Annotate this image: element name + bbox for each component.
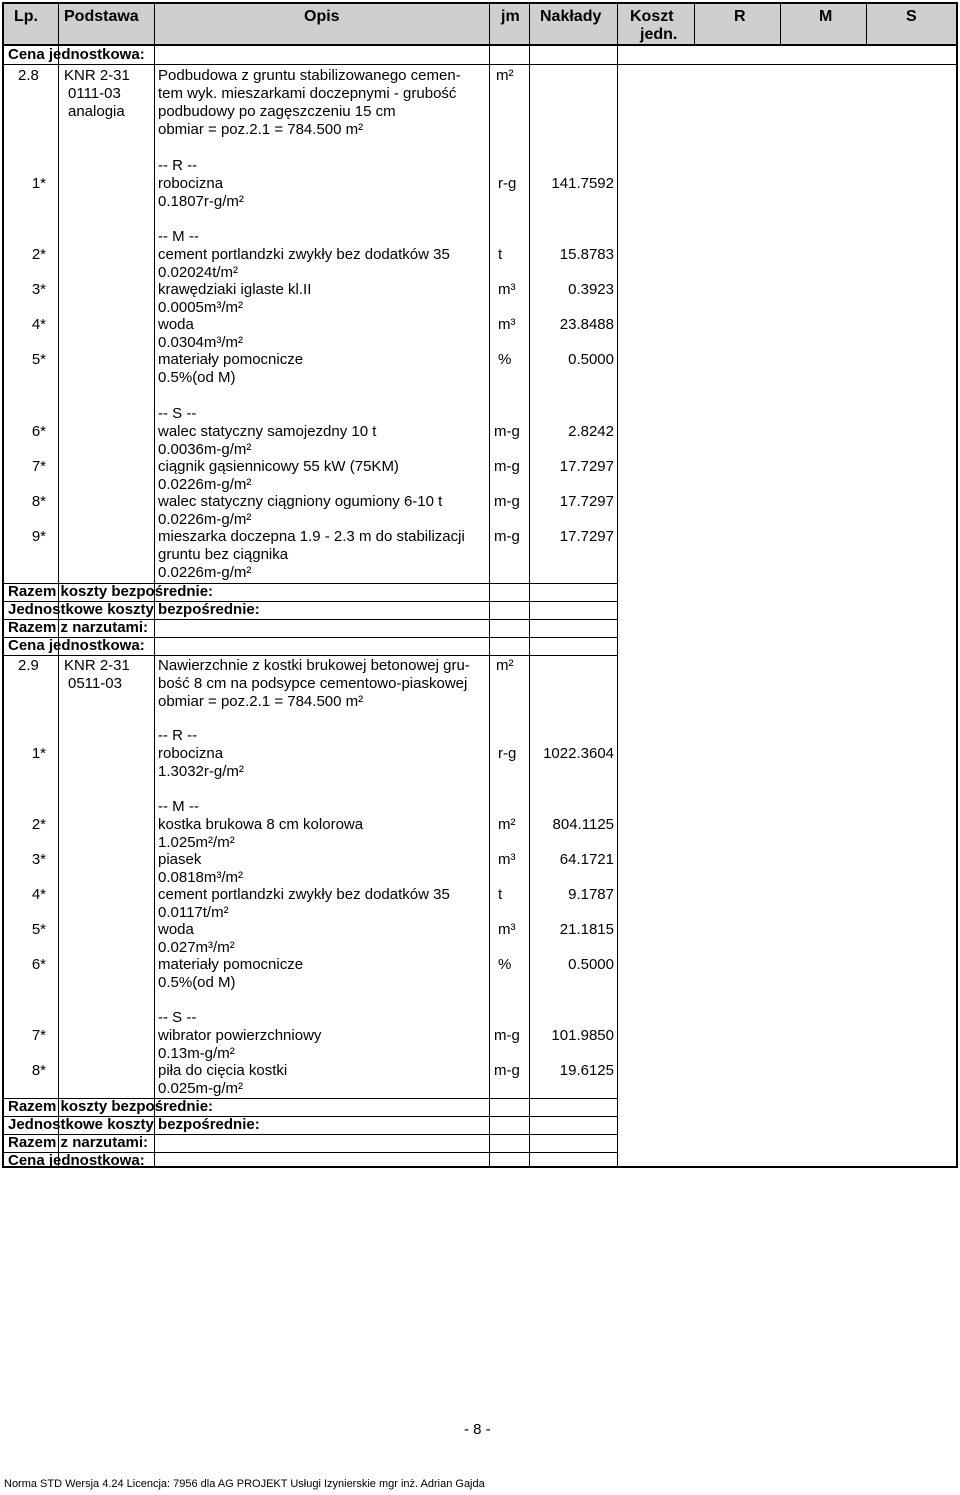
position-description: tem wyk. mieszarkami doczepnymi - grubość: [158, 85, 457, 102]
item-unit: t: [498, 246, 503, 263]
item-lp: 7*: [31, 1027, 46, 1044]
item-quantity: 23.8488: [559, 316, 614, 333]
item-quantity: 101.9850: [551, 1027, 614, 1044]
item-quantity: 2.8242: [568, 423, 614, 440]
jednostkowe-label: Jednostkowe koszty bezpośrednie:: [8, 601, 260, 618]
item-norm: 0.13m-g/m²: [158, 1045, 235, 1062]
item-unit: %: [498, 956, 512, 973]
position-basis: 0511-03: [68, 675, 122, 692]
item-norm: 1.3032r-g/m²: [158, 763, 244, 780]
item-name: woda: [158, 921, 194, 938]
narzutami-label: Razem z narzutami:: [8, 1134, 149, 1151]
item-quantity: 1022.3604: [543, 745, 614, 762]
footer-license: Norma STD Wersja 4.24 Licencja: 7956 dla AG PROJEKT Usługi Izynierskie mgr inż. Adrian Gajda: [4, 1478, 485, 1490]
item-lp: 7*: [31, 458, 46, 475]
item-lp: 1*: [31, 745, 46, 762]
header-naklady: Nakłady: [540, 8, 602, 25]
item-norm: 0.027m³/m²: [158, 939, 235, 956]
item-quantity: 17.7297: [559, 458, 614, 475]
item-lp: 2*: [31, 816, 46, 833]
page-number: - 8 -: [464, 1421, 491, 1438]
position-obmiar: obmiar = poz.2.1 = 784.500 m²: [158, 693, 364, 710]
item-unit: m³: [498, 316, 516, 333]
item-name: robocizna: [158, 175, 224, 192]
item-quantity: 15.8783: [559, 246, 614, 263]
item-lp: 5*: [31, 351, 46, 368]
header-podstawa: Podstawa: [64, 8, 139, 25]
item-lp: 8*: [31, 493, 46, 510]
col-divider: [694, 4, 695, 46]
item-name: robocizna: [158, 745, 224, 762]
item-quantity: 21.1815: [559, 921, 614, 938]
item-norm: 0.5%(od M): [158, 974, 236, 991]
header-koszt: Koszt: [630, 8, 674, 25]
item-norm: 0.0036m-g/m²: [158, 441, 252, 458]
item-name: piasek: [158, 851, 202, 868]
item-quantity: 0.5000: [568, 351, 614, 368]
item-name-cont: gruntu bez ciągnika: [158, 546, 289, 563]
group-r-label: -- R --: [158, 157, 198, 174]
item-lp: 6*: [31, 423, 46, 440]
item-name: walec statyczny samojezdny 10 t: [158, 423, 377, 440]
item-name: wibrator powierzchniowy: [158, 1027, 322, 1044]
group-s-label: -- S --: [158, 1009, 197, 1026]
item-quantity: 804.1125: [552, 816, 614, 833]
item-name: woda: [158, 316, 194, 333]
item-norm: 0.1807r-g/m²: [158, 193, 244, 210]
position-basis: 0111-03: [68, 85, 121, 102]
item-unit: %: [498, 351, 512, 368]
col-divider: [866, 4, 867, 46]
item-unit: m-g: [494, 458, 520, 475]
header-koszt-jedn: jedn.: [640, 26, 678, 43]
item-lp: 5*: [31, 921, 46, 938]
item-unit: m-g: [494, 423, 520, 440]
item-unit: t: [498, 886, 503, 903]
item-norm: 0.0818m³/m²: [158, 869, 244, 886]
position-unit: m²: [496, 657, 514, 674]
item-quantity: 17.7297: [559, 493, 614, 510]
item-name: cement portlandzki zwykły bez dodatków 35: [158, 246, 450, 263]
col-divider: [780, 4, 781, 46]
position-unit: m²: [496, 67, 514, 84]
header-opis: Opis: [304, 8, 340, 25]
header-s: S: [906, 8, 917, 25]
position-description: Nawierzchnie z kostki brukowej betonowej gru-: [158, 657, 470, 674]
row-divider: [4, 655, 617, 656]
item-unit: m³: [498, 921, 516, 938]
header-lp: Lp.: [14, 8, 38, 25]
item-norm: 0.0226m-g/m²: [158, 511, 252, 528]
col-divider: [617, 4, 618, 1166]
position-basis: KNR 2-31: [64, 657, 130, 674]
group-m-label: -- M --: [158, 798, 199, 815]
item-quantity: 0.3923: [568, 281, 614, 298]
item-name: cement portlandzki zwykły bez dodatków 35: [158, 886, 450, 903]
item-quantity: 17.7297: [559, 528, 614, 545]
razem-label: Razem koszty bezpośrednie:: [8, 1098, 214, 1115]
header-jm: jm: [501, 8, 520, 25]
item-unit: r-g: [498, 745, 517, 762]
item-quantity: 0.5000: [568, 956, 614, 973]
item-lp: 9*: [31, 528, 46, 545]
item-quantity: 64.1721: [559, 851, 614, 868]
position-description: Podbudowa z gruntu stabilizowanego cemen-: [158, 67, 461, 84]
item-lp: 6*: [31, 956, 46, 973]
position-lp: 2.9: [18, 657, 39, 674]
item-norm: 0.5%(od M): [158, 369, 236, 386]
cena-label: Cena jednostkowa:: [8, 1152, 145, 1169]
item-lp: 4*: [31, 316, 46, 333]
item-name: krawędziaki iglaste kl.II: [158, 281, 312, 298]
item-norm: 0.0304m³/m²: [158, 334, 244, 351]
item-quantity: 141.7592: [551, 175, 614, 192]
header-r: R: [734, 8, 746, 25]
position-description: podbudowy po zagęszczeniu 15 cm: [158, 103, 396, 120]
item-lp: 8*: [31, 1062, 46, 1079]
item-norm: 0.0226m-g/m²: [158, 476, 252, 493]
item-norm: 1.025m²/m²: [158, 834, 235, 851]
header-m: M: [819, 8, 833, 25]
item-unit: m-g: [494, 1027, 520, 1044]
item-quantity: 19.6125: [559, 1062, 614, 1079]
item-unit: m-g: [494, 1062, 520, 1079]
item-name: piła do cięcia kostki: [158, 1062, 288, 1079]
item-unit: m³: [498, 851, 516, 868]
razem-label: Razem koszty bezpośrednie:: [8, 583, 214, 600]
item-quantity: 9.1787: [568, 886, 614, 903]
item-norm: 0.0005m³/m²: [158, 299, 244, 316]
item-unit: m-g: [494, 493, 520, 510]
item-name: walec statyczny ciągniony ogumiony 6-10 t: [158, 493, 443, 510]
item-name: ciągnik gąsiennicowy 55 kW (75KM): [158, 458, 399, 475]
item-unit: m-g: [494, 528, 520, 545]
item-lp: 4*: [31, 886, 46, 903]
item-name: materiały pomocnicze: [158, 351, 304, 368]
group-m-label: -- M --: [158, 228, 199, 245]
item-lp: 3*: [31, 851, 46, 868]
group-s-label: -- S --: [158, 405, 197, 422]
position-basis: KNR 2-31: [64, 67, 130, 84]
position-obmiar: obmiar = poz.2.1 = 784.500 m²: [158, 121, 364, 138]
item-norm: 0.0117t/m²: [158, 904, 229, 921]
position-basis: analogia: [68, 103, 125, 120]
narzutami-label: Razem z narzutami:: [8, 619, 149, 636]
item-norm: 0.0226m-g/m²: [158, 564, 252, 581]
item-norm: 0.02024t/m²: [158, 264, 239, 281]
item-name: kostka brukowa 8 cm kolorowa: [158, 816, 364, 833]
item-unit: m³: [498, 281, 516, 298]
cost-table: [2, 2, 958, 1168]
item-norm: 0.025m-g/m²: [158, 1080, 244, 1097]
row-divider: [4, 64, 956, 65]
item-name: materiały pomocnicze: [158, 956, 304, 973]
cena-label: Cena jednostkowa:: [8, 637, 145, 654]
group-r-label: -- R --: [158, 727, 198, 744]
item-lp: 3*: [31, 281, 46, 298]
item-unit: m²: [498, 816, 516, 833]
position-lp: 2.8: [18, 67, 39, 84]
table-header: [4, 4, 956, 46]
position-description: bość 8 cm na podsypce cementowo-piaskowej: [158, 675, 468, 692]
item-lp: 2*: [31, 246, 46, 263]
item-lp: 1*: [31, 175, 46, 192]
col-divider: [489, 4, 490, 1166]
item-name: mieszarka doczepna 1.9 - 2.3 m do stabilizacji: [158, 528, 465, 545]
jednostkowe-label: Jednostkowe koszty bezpośrednie:: [8, 1116, 260, 1133]
cena-label: Cena jednostkowa:: [8, 46, 145, 63]
item-unit: r-g: [498, 175, 517, 192]
